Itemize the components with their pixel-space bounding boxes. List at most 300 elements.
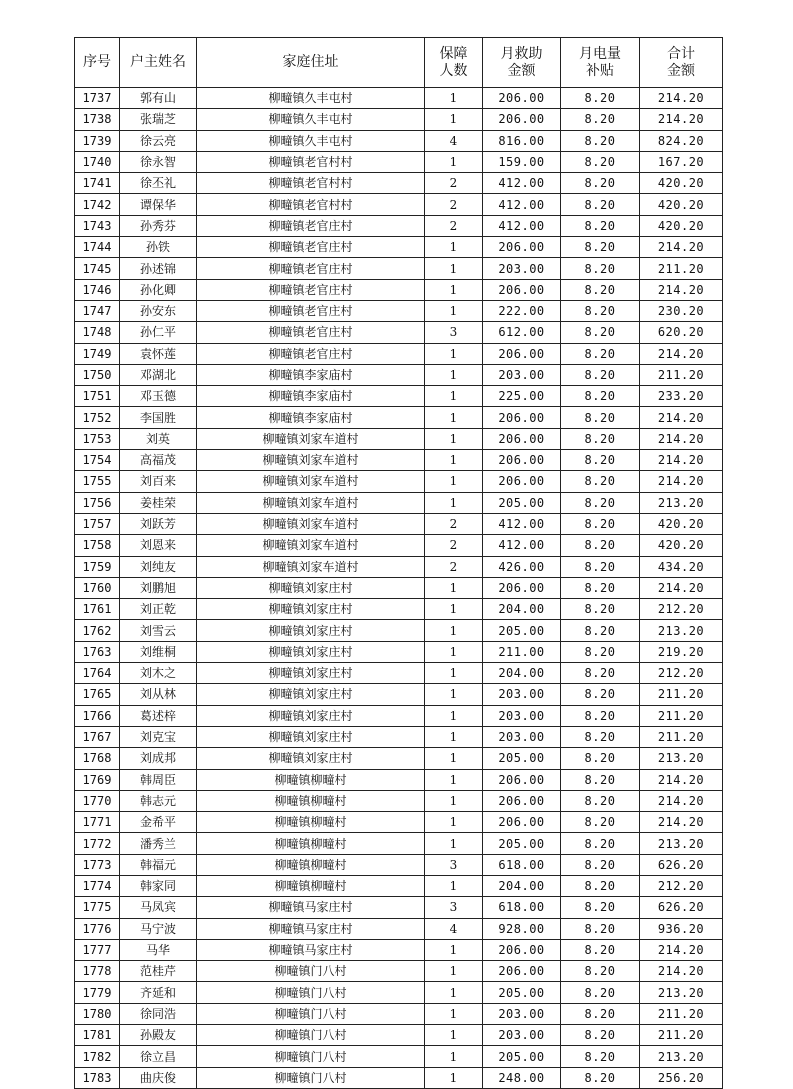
relief-amount-cell: 426.00 [483,556,561,577]
seq-cell: 1767 [75,726,120,747]
name-cell: 孙仁平 [120,322,197,343]
seq-cell: 1769 [75,769,120,790]
name-cell: 刘恩来 [120,535,197,556]
subsidy-cell: 8.20 [561,1025,640,1046]
people-count-cell: 1 [425,1003,483,1024]
seq-cell: 1747 [75,300,120,321]
relief-amount-cell: 206.00 [483,939,561,960]
seq-cell: 1761 [75,599,120,620]
table-row [75,833,723,854]
people-count-cell: 1 [425,833,483,854]
total-cell: 214.20 [640,939,723,960]
name-cell: 李国胜 [120,407,197,428]
relief-table [74,37,723,1089]
people-count-cell: 4 [425,918,483,939]
table-row [75,1067,723,1088]
seq-cell: 1743 [75,215,120,236]
address-cell: 柳疃镇刘家庄村 [197,705,425,726]
seq-cell: 1749 [75,343,120,364]
subsidy-cell: 8.20 [561,939,640,960]
relief-amount-cell: 928.00 [483,918,561,939]
address-cell: 柳疃镇刘家车道村 [197,535,425,556]
subsidy-cell: 8.20 [561,471,640,492]
total-cell: 214.20 [640,769,723,790]
seq-cell: 1771 [75,812,120,833]
subsidy-cell: 8.20 [561,1003,640,1024]
name-cell: 姜桂荣 [120,492,197,513]
address-cell: 柳疃镇门八村 [197,1067,425,1088]
table-row [75,982,723,1003]
total-cell: 213.20 [640,492,723,513]
subsidy-cell: 8.20 [561,130,640,151]
relief-amount-cell: 206.00 [483,428,561,449]
address-cell: 柳疃镇刘家庄村 [197,641,425,662]
subsidy-cell: 8.20 [561,258,640,279]
name-cell: 刘从林 [120,684,197,705]
table-row [75,215,723,236]
name-cell: 孙殿友 [120,1025,197,1046]
address-cell: 柳疃镇老官庄村 [197,215,425,236]
relief-amount-cell: 204.00 [483,875,561,896]
subsidy-cell: 8.20 [561,918,640,939]
people-count-cell: 1 [425,492,483,513]
people-count-cell: 1 [425,961,483,982]
total-cell: 214.20 [640,471,723,492]
subsidy-cell: 8.20 [561,535,640,556]
relief-amount-cell: 412.00 [483,535,561,556]
address-cell: 柳疃镇马家庄村 [197,897,425,918]
relief-amount-cell: 203.00 [483,364,561,385]
people-count-cell: 1 [425,663,483,684]
header-address: 家庭住址 [197,38,425,88]
table-row [75,854,723,875]
people-count-cell: 1 [425,599,483,620]
subsidy-cell: 8.20 [561,875,640,896]
relief-amount-cell: 203.00 [483,258,561,279]
header-row [75,38,723,88]
subsidy-cell: 8.20 [561,769,640,790]
relief-amount-cell: 412.00 [483,173,561,194]
header-total-amount: 合计 金额 [640,38,723,88]
name-cell: 刘纯友 [120,556,197,577]
address-cell: 柳疃镇门八村 [197,961,425,982]
name-cell: 张瑞芝 [120,109,197,130]
total-cell: 219.20 [640,641,723,662]
subsidy-cell: 8.20 [561,407,640,428]
seq-cell: 1779 [75,982,120,1003]
name-cell: 徐永智 [120,151,197,172]
name-cell: 谭保华 [120,194,197,215]
relief-amount-cell: 203.00 [483,1003,561,1024]
table-row [75,961,723,982]
address-cell: 柳疃镇老官村村 [197,173,425,194]
total-cell: 211.20 [640,684,723,705]
total-cell: 213.20 [640,982,723,1003]
subsidy-cell: 8.20 [561,322,640,343]
people-count-cell: 1 [425,620,483,641]
address-cell: 柳疃镇门八村 [197,982,425,1003]
seq-cell: 1781 [75,1025,120,1046]
subsidy-cell: 8.20 [561,151,640,172]
seq-cell: 1757 [75,513,120,534]
name-cell: 徐丕礼 [120,173,197,194]
subsidy-cell: 8.20 [561,684,640,705]
name-cell: 刘百来 [120,471,197,492]
seq-cell: 1775 [75,897,120,918]
address-cell: 柳疃镇柳疃村 [197,790,425,811]
total-cell: 211.20 [640,1003,723,1024]
subsidy-cell: 8.20 [561,599,640,620]
name-cell: 孙安东 [120,300,197,321]
table-row [75,343,723,364]
address-cell: 柳疃镇李家庙村 [197,407,425,428]
total-cell: 212.20 [640,875,723,896]
subsidy-cell: 8.20 [561,1067,640,1088]
table-row [75,620,723,641]
total-cell: 620.20 [640,322,723,343]
people-count-cell: 1 [425,1046,483,1067]
relief-amount-cell: 206.00 [483,279,561,300]
total-cell: 214.20 [640,237,723,258]
people-count-cell: 1 [425,577,483,598]
address-cell: 柳疃镇门八村 [197,1046,425,1067]
address-cell: 柳疃镇柳疃村 [197,854,425,875]
table-row [75,939,723,960]
subsidy-cell: 8.20 [561,982,640,1003]
name-cell: 徐同浩 [120,1003,197,1024]
table-row [75,428,723,449]
relief-amount-cell: 206.00 [483,450,561,471]
address-cell: 柳疃镇李家庙村 [197,364,425,385]
relief-amount-cell: 206.00 [483,109,561,130]
people-count-cell: 1 [425,684,483,705]
address-cell: 柳疃镇李家庙村 [197,386,425,407]
seq-cell: 1759 [75,556,120,577]
total-cell: 214.20 [640,88,723,109]
address-cell: 柳疃镇门八村 [197,1025,425,1046]
address-cell: 柳疃镇刘家庄村 [197,577,425,598]
table-row [75,109,723,130]
total-cell: 167.20 [640,151,723,172]
seq-cell: 1738 [75,109,120,130]
address-cell: 柳疃镇刘家车道村 [197,513,425,534]
address-cell: 柳疃镇刘家车道村 [197,428,425,449]
table-row [75,897,723,918]
seq-cell: 1754 [75,450,120,471]
people-count-cell: 1 [425,1067,483,1088]
people-count-cell: 1 [425,875,483,896]
people-count-cell: 2 [425,535,483,556]
seq-cell: 1772 [75,833,120,854]
table-row [75,1025,723,1046]
total-cell: 214.20 [640,790,723,811]
name-cell: 袁怀莲 [120,343,197,364]
name-cell: 韩福元 [120,854,197,875]
people-count-cell: 1 [425,279,483,300]
people-count-cell: 1 [425,364,483,385]
table-row [75,641,723,662]
total-cell: 214.20 [640,407,723,428]
name-cell: 徐云亮 [120,130,197,151]
total-cell: 214.20 [640,428,723,449]
subsidy-cell: 8.20 [561,109,640,130]
relief-amount-cell: 205.00 [483,748,561,769]
people-count-cell: 2 [425,215,483,236]
seq-cell: 1750 [75,364,120,385]
name-cell: 马凤宾 [120,897,197,918]
relief-amount-cell: 205.00 [483,1046,561,1067]
relief-amount-cell: 206.00 [483,790,561,811]
relief-amount-cell: 206.00 [483,961,561,982]
table-row [75,769,723,790]
name-cell: 高福茂 [120,450,197,471]
address-cell: 柳疃镇刘家庄村 [197,726,425,747]
total-cell: 420.20 [640,513,723,534]
subsidy-cell: 8.20 [561,215,640,236]
name-cell: 邓玉德 [120,386,197,407]
relief-amount-cell: 205.00 [483,620,561,641]
name-cell: 韩家同 [120,875,197,896]
total-cell: 211.20 [640,1025,723,1046]
people-count-cell: 1 [425,641,483,662]
address-cell: 柳疃镇刘家庄村 [197,663,425,684]
seq-cell: 1753 [75,428,120,449]
relief-amount-cell: 222.00 [483,300,561,321]
address-cell: 柳疃镇柳疃村 [197,875,425,896]
people-count-cell: 1 [425,726,483,747]
name-cell: 孙铁 [120,237,197,258]
address-cell: 柳疃镇久丰屯村 [197,109,425,130]
total-cell: 214.20 [640,279,723,300]
seq-cell: 1783 [75,1067,120,1088]
seq-cell: 1782 [75,1046,120,1067]
subsidy-cell: 8.20 [561,854,640,875]
subsidy-cell: 8.20 [561,790,640,811]
name-cell: 范桂芹 [120,961,197,982]
table-row [75,237,723,258]
people-count-cell: 1 [425,982,483,1003]
address-cell: 柳疃镇马家庄村 [197,918,425,939]
address-cell: 柳疃镇老官庄村 [197,300,425,321]
subsidy-cell: 8.20 [561,450,640,471]
name-cell: 马宁波 [120,918,197,939]
address-cell: 柳疃镇老官庄村 [197,322,425,343]
people-count-cell: 1 [425,812,483,833]
seq-cell: 1762 [75,620,120,641]
seq-cell: 1744 [75,237,120,258]
seq-cell: 1742 [75,194,120,215]
people-count-cell: 2 [425,556,483,577]
subsidy-cell: 8.20 [561,386,640,407]
name-cell: 孙述锦 [120,258,197,279]
total-cell: 824.20 [640,130,723,151]
name-cell: 刘维桐 [120,641,197,662]
total-cell: 420.20 [640,535,723,556]
seq-cell: 1780 [75,1003,120,1024]
seq-cell: 1770 [75,790,120,811]
name-cell: 徐立昌 [120,1046,197,1067]
total-cell: 420.20 [640,194,723,215]
seq-cell: 1740 [75,151,120,172]
table-row [75,173,723,194]
address-cell: 柳疃镇老官村村 [197,151,425,172]
total-cell: 211.20 [640,258,723,279]
name-cell: 孙秀芬 [120,215,197,236]
header-monthly-relief: 月救助 金额 [483,38,561,88]
name-cell: 韩周臣 [120,769,197,790]
seq-cell: 1746 [75,279,120,300]
seq-cell: 1777 [75,939,120,960]
name-cell: 刘鹏旭 [120,577,197,598]
seq-cell: 1768 [75,748,120,769]
relief-amount-cell: 412.00 [483,194,561,215]
subsidy-cell: 8.20 [561,641,640,662]
relief-amount-cell: 204.00 [483,663,561,684]
table-row [75,599,723,620]
address-cell: 柳疃镇老官村村 [197,194,425,215]
people-count-cell: 1 [425,790,483,811]
address-cell: 柳疃镇刘家庄村 [197,599,425,620]
table-row [75,364,723,385]
seq-cell: 1745 [75,258,120,279]
table-row [75,556,723,577]
seq-cell: 1737 [75,88,120,109]
table-row [75,130,723,151]
seq-cell: 1774 [75,875,120,896]
seq-cell: 1773 [75,854,120,875]
people-count-cell: 1 [425,386,483,407]
relief-amount-cell: 206.00 [483,471,561,492]
table-row [75,812,723,833]
relief-amount-cell: 206.00 [483,812,561,833]
address-cell: 柳疃镇老官庄村 [197,237,425,258]
table-row [75,279,723,300]
people-count-cell: 1 [425,428,483,449]
name-cell: 金希平 [120,812,197,833]
table-row [75,450,723,471]
total-cell: 211.20 [640,705,723,726]
total-cell: 420.20 [640,215,723,236]
table-row [75,513,723,534]
total-cell: 936.20 [640,918,723,939]
address-cell: 柳疃镇老官庄村 [197,343,425,364]
address-cell: 柳疃镇刘家车道村 [197,471,425,492]
table-row [75,535,723,556]
table-row [75,1046,723,1067]
table-row [75,705,723,726]
seq-cell: 1741 [75,173,120,194]
table-row [75,577,723,598]
total-cell: 626.20 [640,897,723,918]
subsidy-cell: 8.20 [561,492,640,513]
name-cell: 齐延和 [120,982,197,1003]
total-cell: 233.20 [640,386,723,407]
header-seq: 序号 [75,38,120,88]
subsidy-cell: 8.20 [561,577,640,598]
seq-cell: 1776 [75,918,120,939]
total-cell: 420.20 [640,173,723,194]
table-row [75,88,723,109]
header-household-head: 户主姓名 [120,38,197,88]
name-cell: 葛述梓 [120,705,197,726]
relief-amount-cell: 206.00 [483,577,561,598]
seq-cell: 1778 [75,961,120,982]
table-row [75,875,723,896]
table-row [75,322,723,343]
table-row [75,258,723,279]
subsidy-cell: 8.20 [561,620,640,641]
relief-amount-cell: 205.00 [483,833,561,854]
people-count-cell: 1 [425,471,483,492]
subsidy-cell: 8.20 [561,833,640,854]
name-cell: 刘雪云 [120,620,197,641]
subsidy-cell: 8.20 [561,663,640,684]
relief-amount-cell: 816.00 [483,130,561,151]
people-count-cell: 1 [425,109,483,130]
address-cell: 柳疃镇柳疃村 [197,769,425,790]
subsidy-cell: 8.20 [561,428,640,449]
total-cell: 213.20 [640,620,723,641]
total-cell: 214.20 [640,961,723,982]
relief-amount-cell: 203.00 [483,1025,561,1046]
total-cell: 212.20 [640,599,723,620]
subsidy-cell: 8.20 [561,748,640,769]
subsidy-cell: 8.20 [561,173,640,194]
seq-cell: 1752 [75,407,120,428]
seq-cell: 1755 [75,471,120,492]
total-cell: 213.20 [640,1046,723,1067]
table-row [75,407,723,428]
seq-cell: 1764 [75,663,120,684]
address-cell: 柳疃镇刘家车道村 [197,450,425,471]
relief-amount-cell: 618.00 [483,854,561,875]
name-cell: 孙化卿 [120,279,197,300]
total-cell: 434.20 [640,556,723,577]
subsidy-cell: 8.20 [561,812,640,833]
name-cell: 马华 [120,939,197,960]
name-cell: 刘英 [120,428,197,449]
subsidy-cell: 8.20 [561,556,640,577]
name-cell: 刘成邦 [120,748,197,769]
address-cell: 柳疃镇久丰屯村 [197,88,425,109]
seq-cell: 1756 [75,492,120,513]
total-cell: 212.20 [640,663,723,684]
name-cell: 刘木之 [120,663,197,684]
relief-amount-cell: 248.00 [483,1067,561,1088]
relief-amount-cell: 205.00 [483,982,561,1003]
address-cell: 柳疃镇刘家车道村 [197,556,425,577]
relief-amount-cell: 205.00 [483,492,561,513]
table-row [75,300,723,321]
relief-amount-cell: 159.00 [483,151,561,172]
header-people-count: 保障 人数 [425,38,483,88]
subsidy-cell: 8.20 [561,279,640,300]
seq-cell: 1739 [75,130,120,151]
relief-amount-cell: 203.00 [483,684,561,705]
total-cell: 626.20 [640,854,723,875]
people-count-cell: 1 [425,407,483,428]
name-cell: 郭有山 [120,88,197,109]
table-row [75,726,723,747]
address-cell: 柳疃镇刘家庄村 [197,620,425,641]
address-cell: 柳疃镇老官庄村 [197,279,425,300]
people-count-cell: 1 [425,88,483,109]
people-count-cell: 1 [425,705,483,726]
relief-amount-cell: 412.00 [483,215,561,236]
table-row [75,684,723,705]
people-count-cell: 1 [425,939,483,960]
total-cell: 213.20 [640,833,723,854]
